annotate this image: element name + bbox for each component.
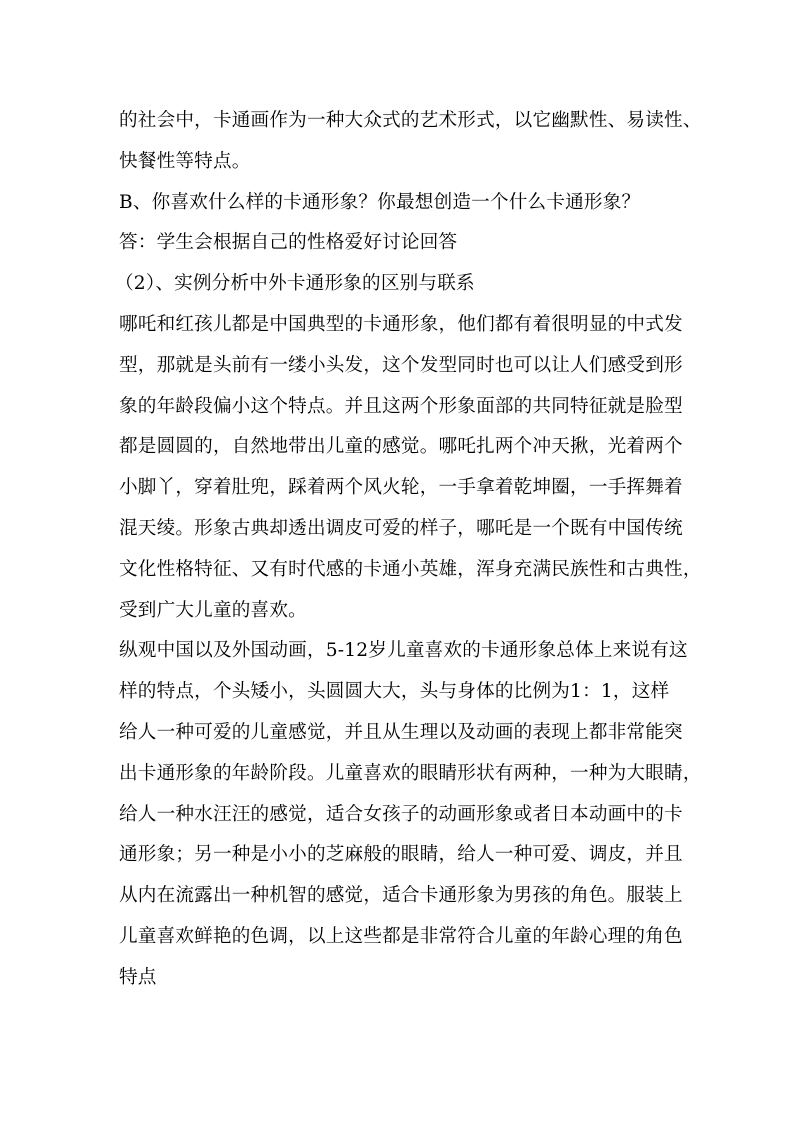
text-line: 象的年龄段偏小这个特点。并且这两个形象面部的共同特征就是脸型	[119, 395, 683, 417]
text-line: 纵观中国以及外国动画，5-12岁儿童喜欢的卡通形象总体上来说有这	[119, 640, 688, 662]
question-line: B、你喜欢什么样的卡通形象？你最想创造一个什么卡通形象？	[119, 191, 641, 213]
text-line: 样的特点，个头矮小，头圆圆大大，头与身体的比例为1：1，这样	[119, 681, 670, 703]
text-line: 哪吒和红孩儿都是中国典型的卡通形象，他们都有着很明显的中式发	[119, 313, 683, 335]
text-line: 受到广大儿童的喜欢。	[119, 599, 307, 621]
text-line: 混天绫。形象古典却透出调皮可爱的样子，哪吒是一个既有中国传统	[119, 517, 683, 539]
section-heading: （2）、实例分析中外卡通形象的区别与联系	[115, 273, 475, 295]
text-line: 从内在流露出一种机智的感觉，适合卡通形象为男孩的角色。服装上	[119, 885, 683, 907]
text-line: 型，那就是头前有一缕小头发，这个发型同时也可以让人们感受到形	[119, 354, 683, 376]
text-line: 出卡通形象的年龄阶段。儿童喜欢的眼睛形状有两种，一种为大眼睛，	[119, 762, 702, 784]
text-line: 快餐性等特点。	[119, 150, 251, 172]
text-line: 的社会中，卡通画作为一种大众式的艺术形式，以它幽默性、易读性、	[119, 110, 702, 131]
text-line: 文化性格特征、又有时代感的卡通小英雄，浑身充满民族性和古典性，	[119, 558, 702, 580]
text-line: 通形象；另一种是小小的芝麻般的眼睛，给人一种可爱、调皮，并且	[119, 844, 683, 866]
text-line: 给人一种水汪汪的感觉，适合女孩子的动画形象或者日本动画中的卡	[119, 803, 683, 825]
text-line: 儿童喜欢鲜艳的色调，以上这些都是非常符合儿童的年龄心理的角色	[119, 925, 683, 947]
document-page	[115, 101, 702, 999]
answer-line: 答：学生会根据自己的性格爱好讨论回答	[119, 232, 458, 254]
text-line: 特点	[119, 966, 157, 988]
text-line: 给人一种可爱的儿童感觉，并且从生理以及动画的表现上都非常能突	[119, 721, 683, 743]
text-line: 小脚丫，穿着肚兜，踩着两个风火轮，一手拿着乾坤圈，一手挥舞着	[119, 477, 683, 499]
text-line: 都是圆圆的，自然地带出儿童的感觉。哪吒扎两个冲天揪，光着两个	[119, 436, 683, 458]
